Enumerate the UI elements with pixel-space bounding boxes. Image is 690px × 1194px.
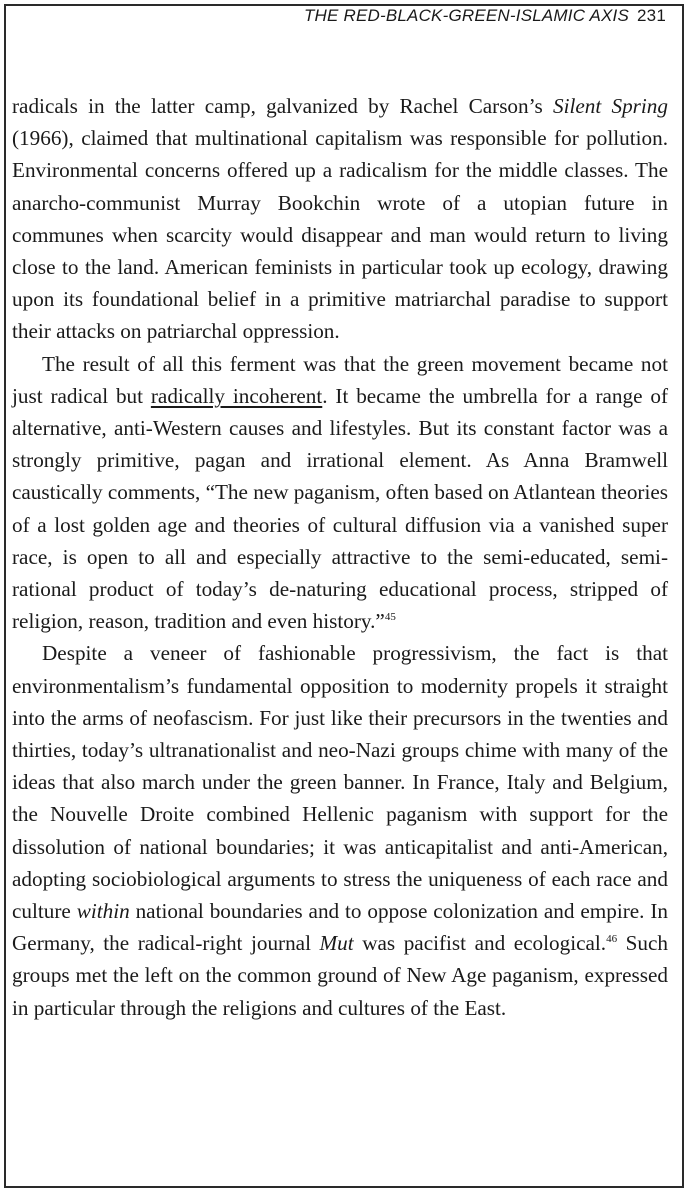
- footnote-ref-46: 46: [606, 933, 618, 946]
- paragraph-1: [12, 90, 668, 348]
- running-head: [304, 6, 666, 26]
- journal-title-mut: Mut: [319, 931, 354, 956]
- paragraph-3-text-e: was pacifist and ecological.: [353, 931, 607, 956]
- paragraph-1-text-a: radicals in the latter camp, galvanized by Rachel Carson’s: [12, 94, 553, 118]
- paragraph-2-text-c: . It became the umbrella for a range of alternative, anti-Western causes and lifestyles. But its constant factor was a strongly primitive, pagan and irrational element. As Anna Bramwell caustically comments, “The new paganism, often based on Atlantean theories of a lost golden age and theories of cultural diffusion via a vanished super race, is open to all and especially attractive to the semi-educated, semirational product of today’s de-naturing educational process, stripped of religion, reason, tradition and even history.”: [12, 383, 669, 634]
- paragraph-3-text-c: national boundaries and to oppose colonization and empire. In Germany, the radical-right journal: [12, 899, 668, 956]
- page-number: 231: [637, 6, 666, 25]
- paragraph-3: [12, 637, 668, 1023]
- footnote-ref-45: 45: [384, 611, 396, 624]
- paragraph-2: [12, 348, 668, 638]
- book-title-silent-spring: Silent Spring: [553, 94, 668, 118]
- paragraph-3-text-f: Such groups met the left on the common ground of New Age paganism, expressed in particular through the religions and cultures of the East.: [12, 931, 669, 1020]
- body-text: [12, 90, 668, 1024]
- running-head-title: THE RED-BLACK-GREEN-ISLAMIC AXIS: [303, 6, 630, 25]
- underlined-phrase: radically incoherent: [150, 383, 323, 408]
- paragraph-2-text-a: The result of all this ferment was that the green movement became not just radical but: [12, 351, 668, 408]
- emphasis-within: within: [76, 899, 130, 924]
- paragraph-3-text-a: Despite a veneer of fashionable progressivism, the fact is that environmentalism’s fundamental opposition to modernity propels it straight into the arms of neofascism. For just like their precursors in the twenties and thirties, today’s ultranationalist and neo-Nazi groups chime with many of the ideas that also march under the green banner. In France, Italy and Belgium, the Nouvelle Droite combined Hellenic paganism with support for the dissolution of national boundaries; it was anticapitalist and anti-American, adopting sociobiological arguments to stress the uniqueness of each race and culture: [12, 641, 668, 924]
- paragraph-1-text-c: (1966), claimed that multinational capitalism was responsible for pollution. Environmental concerns offered up a radicalism for the middle classes. The anarcho-communist Murray Bookchin wrote of a utopian future in communes when scarcity would disappear and man would return to living close to the land. American feminists in particular took up ecology, drawing upon its foundational belief in a primitive matriarchal paradise to support their attacks on patriarchal oppression.: [12, 126, 668, 344]
